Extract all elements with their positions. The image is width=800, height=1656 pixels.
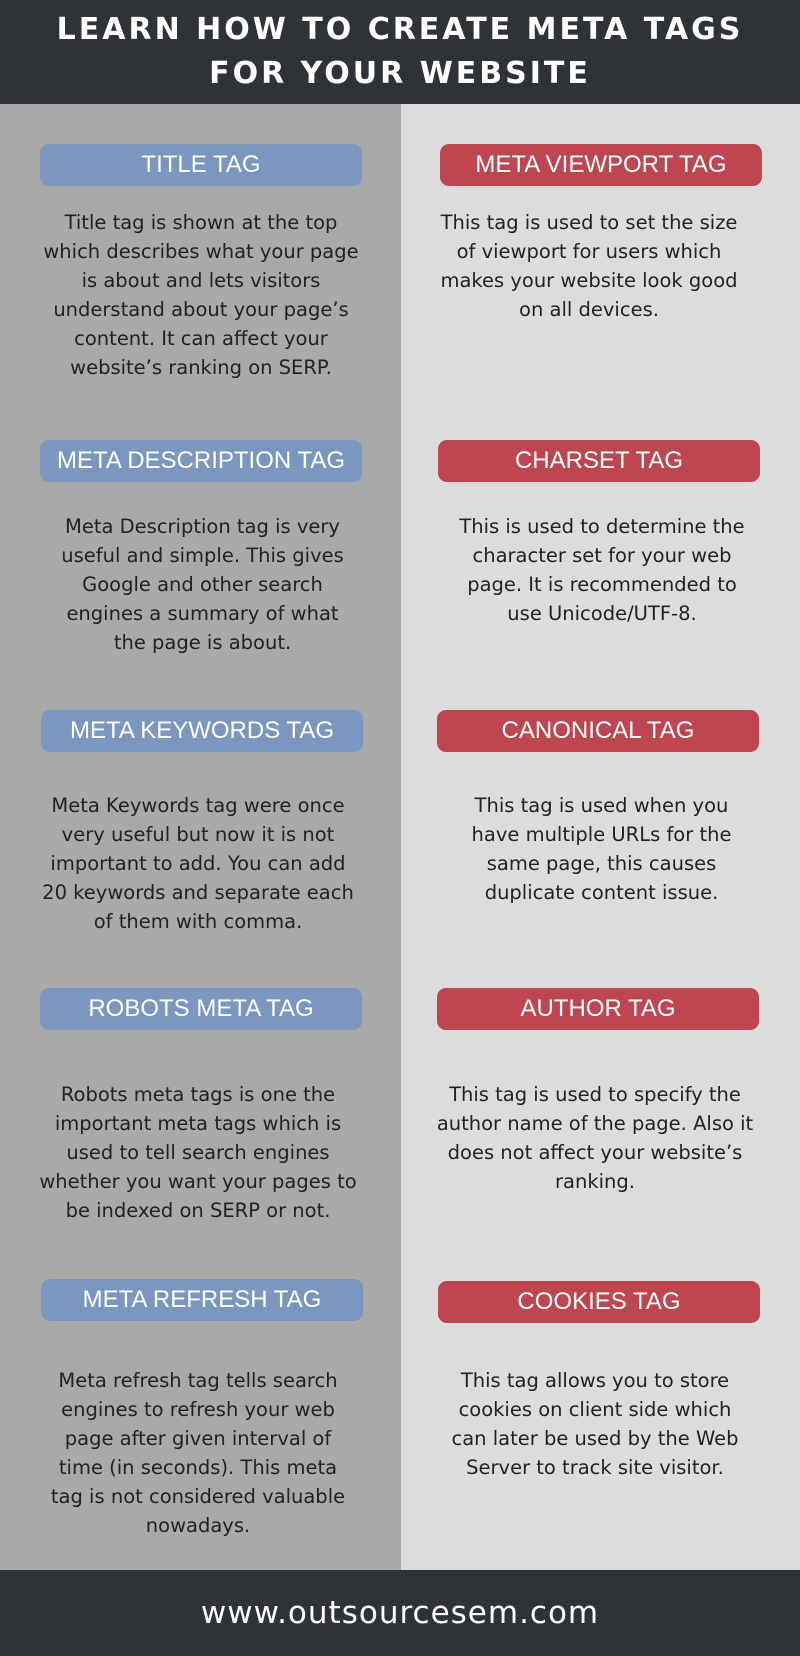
cookies-tag-heading: COOKIES TAG — [438, 1281, 760, 1323]
meta-keywords-tag-description: Meta Keywords tag were once very useful but now it is not important to add. You can add 20 keywords and separate each of them with comma. — [42, 794, 354, 933]
charset-tag-heading: CHARSET TAG — [438, 440, 760, 482]
meta-refresh-tag-description: Meta refresh tag tells search engines to refresh your web page after given interval of time (in seconds). This meta tag is not considered valuable nowadays. — [50, 1369, 346, 1537]
footer-url: www.outsourcesem.com — [0, 1570, 800, 1656]
author-tag-description: This tag is used to specify the author name of the page. Also it does not affect your website’s ranking. — [436, 1083, 754, 1193]
meta-description-tag-heading: META DESCRIPTION TAG — [40, 440, 362, 482]
meta-viewport-tag-heading: META VIEWPORT TAG — [440, 144, 762, 186]
meta-refresh-tag-heading: META REFRESH TAG — [41, 1279, 363, 1321]
meta-description-tag-description: Meta Description tag is very useful and simple. This gives Google and other search engines a summary of what the page is about. — [61, 515, 344, 654]
canonical-tag-heading: CANONICAL TAG — [437, 710, 759, 752]
page-title: LEARN HOW TO CREATE META TAGS FOR YOUR WEBSITE — [0, 0, 800, 104]
cookies-tag-description: This tag allows you to store cookies on client side which can later be used by the Web Server to track site visitor. — [451, 1369, 739, 1479]
charset-tag-description: This is used to determine the character set for your web page. It is recommended to use Unicode/UTF-8. — [459, 515, 745, 625]
author-tag-heading: AUTHOR TAG — [437, 988, 759, 1030]
canonical-tag-description: This tag is used when you have multiple URLs for the same page, this causes duplicate content issue. — [471, 794, 732, 904]
meta-keywords-tag-heading: META KEYWORDS TAG — [41, 710, 363, 752]
robots-meta-tag-heading: ROBOTS META TAG — [40, 988, 362, 1030]
title-tag-description: Title tag is shown at the top which describes what your page is about and lets visitors understand about your page’s content. It can affect your website’s ranking on SERP. — [43, 211, 359, 379]
title-tag-heading: TITLE TAG — [40, 144, 362, 186]
robots-meta-tag-description: Robots meta tags is one the important meta tags which is used to tell search engines whether you want your pages to be indexed on SERP or not. — [39, 1083, 357, 1222]
meta-viewport-tag-description: This tag is used to set the size of viewport for users which makes your website look good on all devices. — [440, 211, 738, 321]
